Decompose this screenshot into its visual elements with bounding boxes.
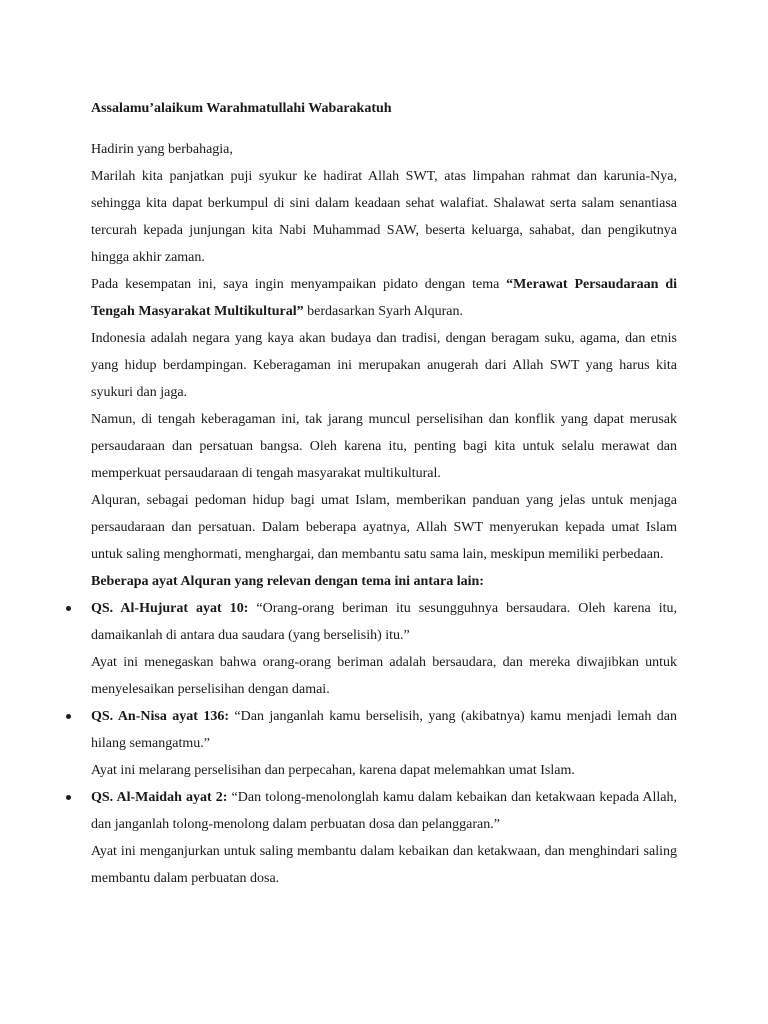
verse-quote: “Dan janganlah kamu berselisih, yang (akibatnya) kamu menjadi lemah dan hilang semangatmu.”	[91, 709, 677, 751]
list-item	[91, 703, 677, 784]
verse-reference: QS. Al-Maidah ayat 2:	[91, 790, 228, 805]
diversity-paragraph: Indonesia adalah negara yang kaya akan budaya dan tradisi, dengan beragam suku, agama, dan etnis yang hidup berdampingan. Keberagaman ini merupakan anugerah dari Allah SWT yang harus kita syukuri dan jaga.	[91, 331, 677, 400]
opening-paragraph: Marilah kita panjatkan puji syukur ke hadirat Allah SWT, atas limpahan rahmat dan karunia-Nya, sehingga kita dapat berkumpul di sini dalam keadaan sehat walafiat. Shalawat serta salam senantiasa tercurah kepada junjungan kita Nabi Muhammad SAW, beserta keluarga, sahabat, dan pengikutnya hingga akhir zaman.	[91, 169, 677, 265]
verses-list	[91, 595, 677, 892]
verse-text	[91, 703, 677, 757]
verse-explanation: Ayat ini melarang perselisihan dan perpecahan, karena dapat melemahkan umat Islam.	[91, 763, 575, 778]
verse-explanation: Ayat ini menganjurkan untuk saling membantu dalam kebaikan dan ketakwaan, dan menghindari saling membantu dalam perbuatan dosa.	[91, 844, 677, 886]
theme-outro: berdasarkan Syarh Alquran.	[303, 304, 464, 319]
theme-title: “Merawat Persaudaraan di Tengah Masyarakat Multikultural”	[91, 277, 677, 319]
bullet-icon	[66, 606, 71, 611]
verses-heading: Beberapa ayat Alquran yang relevan dengan tema ini antara lain:	[91, 574, 484, 589]
greeting-heading: Assalamu’alaikum Warahmatullahi Wabarakatuh	[91, 101, 392, 116]
verse-text	[91, 784, 677, 838]
theme-paragraph	[91, 271, 677, 325]
verse-quote: “Orang-orang beriman itu sesungguhnya bersaudara. Oleh karena itu, damaikanlah di antara dua saudara (yang berselisih) itu.”	[91, 601, 678, 643]
list-item	[91, 784, 677, 892]
theme-intro: Pada kesempatan ini, saya ingin menyampaikan pidato dengan tema	[91, 277, 507, 292]
verse-quote: “Dan tolong-menolonglah kamu dalam kebaikan dan ketakwaan kepada Allah, dan janganlah tolong-menolong dalam perbuatan dosa dan pelanggaran.”	[91, 790, 677, 832]
verse-reference: QS. Al-Hujurat ayat 10:	[91, 601, 249, 616]
verse-explanation: Ayat ini menegaskan bahwa orang-orang beriman adalah bersaudara, dan mereka diwajibkan untuk menyelesaikan perselisihan dengan damai.	[91, 655, 677, 697]
bullet-icon	[66, 795, 71, 800]
verse-reference: QS. An-Nisa ayat 136:	[91, 709, 229, 724]
salutation: Hadirin yang berbahagia,	[91, 142, 233, 157]
verse-text	[91, 595, 677, 649]
list-item	[91, 595, 677, 703]
quran-guidance-paragraph: Alquran, sebagai pedoman hidup bagi umat Islam, memberikan panduan yang jelas untuk menjaga persaudaraan dan persatuan. Dalam beberapa ayatnya, Allah SWT menyerukan kepada umat Islam untuk saling menghormati, menghargai, dan membantu satu sama lain, meskipun memiliki perbedaan.	[91, 493, 677, 562]
bullet-icon	[66, 714, 71, 719]
conflict-paragraph: Namun, di tengah keberagaman ini, tak jarang muncul perselisihan dan konflik yang dapat merusak persaudaraan dan persatuan bangsa. Oleh karena itu, penting bagi kita untuk selalu merawat dan memperkuat persaudaraan di tengah masyarakat multikultural.	[91, 412, 677, 481]
document-body	[91, 95, 677, 892]
